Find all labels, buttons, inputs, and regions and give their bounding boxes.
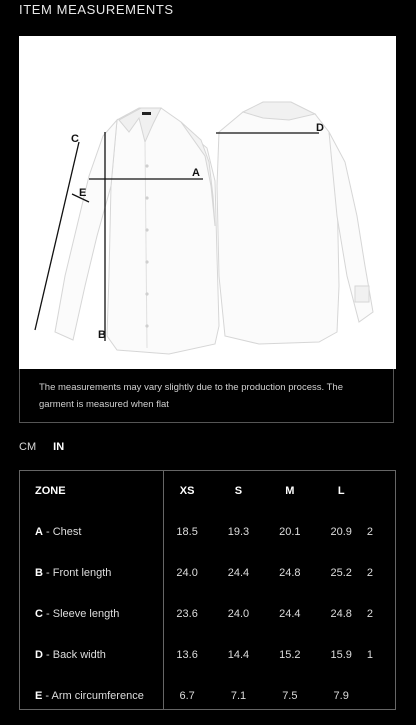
size-header: L xyxy=(337,485,345,497)
zone-name: - Chest xyxy=(42,525,82,538)
table-row xyxy=(20,511,395,552)
table-header-row xyxy=(20,471,395,511)
unit-toggle xyxy=(19,441,64,453)
table-row xyxy=(20,675,395,710)
measurements-table xyxy=(20,471,395,710)
front-shirt xyxy=(55,108,219,354)
value-cell-clipped: 2 xyxy=(366,566,373,579)
measurement-note xyxy=(19,369,394,423)
value-cell: 7.9 xyxy=(333,689,349,702)
brand-tag xyxy=(142,112,151,115)
garment-diagram xyxy=(19,36,396,369)
zone-name: - Front length xyxy=(42,566,112,579)
value-cell: 24.4 xyxy=(227,566,250,579)
table-row xyxy=(20,552,395,593)
value-cell: 25.2 xyxy=(330,566,352,579)
size-header: M xyxy=(285,485,295,497)
value-cell: 23.6 xyxy=(176,607,198,620)
zone-cell xyxy=(20,675,161,710)
zone-cell xyxy=(20,511,161,552)
zone-cell xyxy=(20,634,161,675)
table-row xyxy=(20,634,395,675)
label-a: A xyxy=(192,167,200,179)
value-cell-clipped: 1 xyxy=(366,648,373,661)
value-cell: 15.2 xyxy=(279,648,301,661)
value-cell: 7.5 xyxy=(282,689,298,702)
back-shirt xyxy=(217,102,373,344)
size-header: S xyxy=(234,485,243,497)
value-cell: 24.8 xyxy=(330,607,352,620)
value-cell: 19.3 xyxy=(227,525,250,538)
table-row xyxy=(20,593,395,634)
label-e: E xyxy=(79,187,87,199)
value-cell: 7.1 xyxy=(230,689,247,702)
shirt-illustration xyxy=(19,36,396,369)
zone-letter: C xyxy=(35,607,43,620)
value-cell: 24.0 xyxy=(227,607,250,620)
zone-letter: A xyxy=(35,525,43,538)
value-cell: 20.1 xyxy=(279,525,301,538)
zone-cell xyxy=(20,593,161,634)
value-cell: 6.7 xyxy=(179,689,195,702)
zone-letter: D xyxy=(35,648,43,661)
value-cell: 24.0 xyxy=(176,566,198,579)
zone-name: - Back width xyxy=(42,648,106,661)
label-c: C xyxy=(71,133,79,145)
page-title: ITEM MEASUREMENTS xyxy=(19,2,174,17)
value-cell: 20.9 xyxy=(330,525,352,538)
zone-name: - Arm circumference xyxy=(42,689,144,702)
zone-letter: E xyxy=(35,689,43,702)
zone-header: ZONE xyxy=(35,485,66,497)
size-table xyxy=(19,470,396,710)
value-cell: 13.6 xyxy=(176,648,198,661)
value-cell: 15.9 xyxy=(330,648,352,661)
value-cell: 24.8 xyxy=(279,566,301,579)
value-cell: 14.4 xyxy=(227,648,250,661)
note-text: The measurements may vary slightly due to the production process. The garment is measured when flat xyxy=(39,382,343,410)
value-cell-clipped xyxy=(367,675,395,710)
value-cell: 24.4 xyxy=(279,607,301,620)
zone-cell xyxy=(20,552,161,593)
value-cell-clipped: 2 xyxy=(366,607,373,620)
unit-cm-option[interactable]: CM xyxy=(19,441,37,453)
value-cell-clipped: 2 xyxy=(366,525,373,538)
size-header: XS xyxy=(179,485,195,497)
zone-name: - Sleeve length xyxy=(42,607,120,620)
zone-letter: B xyxy=(35,566,43,579)
label-b: B xyxy=(98,329,106,341)
value-cell: 18.5 xyxy=(176,525,198,538)
unit-in-option[interactable]: IN xyxy=(53,441,65,453)
label-d: D xyxy=(316,122,324,134)
size-header-clipped xyxy=(367,471,395,511)
